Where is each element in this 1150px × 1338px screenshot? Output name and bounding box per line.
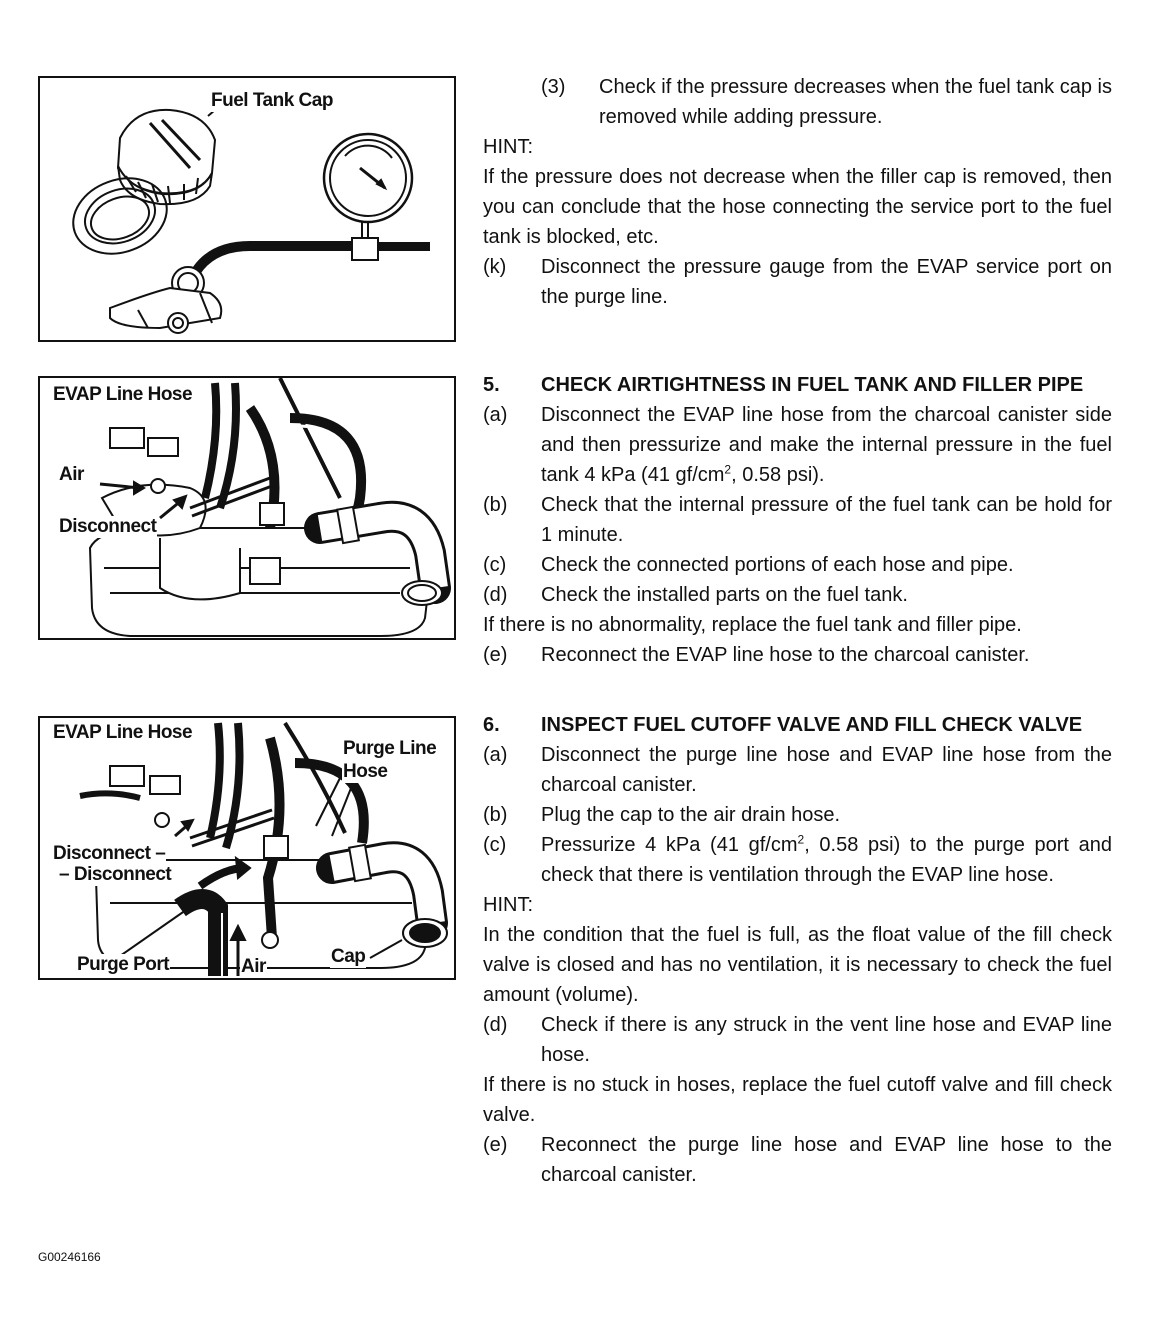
section-5-step-d <box>483 580 1112 610</box>
label-fuel-tank-cap: Fuel Tank Cap <box>211 90 333 111</box>
label-disconnect-upper: Disconnect – <box>53 843 166 864</box>
section-6-step-e-marker: (e) <box>483 1134 508 1156</box>
section-5-step-a-text-pre: Disconnect the EVAP line hose from the charcoal canister side and then pressurize and make the internal pressure in the fuel tank 4 kPa (41 gf/cm <box>541 404 1112 486</box>
section-5-step-a-text-post: , 0.58 psi). <box>731 464 825 486</box>
label-purge-line: Purge Line <box>343 738 437 759</box>
section-6-step-e <box>483 1130 1112 1190</box>
step-k-marker: (k) <box>483 256 507 278</box>
section-5-step-c <box>483 550 1112 580</box>
step-3-marker: (3) <box>541 76 566 98</box>
section-5-title: CHECK AIRTIGHTNESS IN FUEL TANK AND FILLER PIPE <box>541 374 1084 396</box>
section-6-step-c-text-pre: Pressurize 4 kPa (41 gf/cm <box>541 834 798 856</box>
label-evap-line-hose: EVAP Line Hose <box>53 384 193 405</box>
section-5-step-a-text <box>541 400 1112 490</box>
label-purge-line-hose: Hose <box>343 761 388 782</box>
hint-1-label: HINT: <box>483 136 533 158</box>
section-5-step-c-text: Check the connected portions of each hose and pipe. <box>541 554 1014 576</box>
section-6-step-c-text <box>541 830 1112 890</box>
section-5-step-b-marker: (b) <box>483 494 508 516</box>
section-5-note: If there is no abnormality, replace the fuel tank and filler pipe. <box>483 614 1022 636</box>
section-6-step-e-text: Reconnect the purge line hose and EVAP line hose to the charcoal canister. <box>541 1134 1112 1186</box>
section-6 <box>483 710 1112 1190</box>
section-6-step-b <box>483 800 1112 830</box>
section-6-step-d <box>483 1010 1112 1070</box>
section-6-step-a-marker: (a) <box>483 744 508 766</box>
section-5-step-a <box>483 400 1112 490</box>
section-6-hint-label: HINT: <box>483 894 533 916</box>
figure-code: G00246166 <box>38 1250 101 1264</box>
label-air: Air <box>59 464 84 485</box>
section-6-step-c-marker: (c) <box>483 834 507 856</box>
section-6-step-d-marker: (d) <box>483 1014 508 1036</box>
section-5-step-d-text: Check the installed parts on the fuel tank. <box>541 584 908 606</box>
section-6-number: 6. <box>483 714 500 736</box>
label-disconnect-lower: – Disconnect <box>59 864 172 885</box>
section-6-note: If there is no stuck in hoses, replace the fuel cutoff valve and fill check valve. <box>483 1074 1112 1126</box>
section-5-step-e <box>483 640 1112 670</box>
label-purge-port: Purge Port <box>77 954 170 975</box>
section-5-step-e-text: Reconnect the EVAP line hose to the charcoal canister. <box>541 644 1030 666</box>
section-6-hint-text: In the condition that the fuel is full, as the float value of the fill check valve is closed and has no ventilation, it is necessary to check the fuel amount (volume). <box>483 924 1112 1006</box>
figure-evap-line-hose-disconnect <box>38 376 456 640</box>
section-6-step-d-text: Check if there is any struck in the vent line hose and EVAP line hose. <box>541 1014 1112 1066</box>
section-5-step-d-marker: (d) <box>483 584 508 606</box>
section-6-step-b-text: Plug the cap to the air drain hose. <box>541 804 841 826</box>
section-5 <box>483 370 1112 670</box>
step-3 <box>483 72 1112 132</box>
superscript: 2 <box>797 832 805 847</box>
section-6-title: INSPECT FUEL CUTOFF VALVE AND FILL CHECK VALVE <box>541 714 1083 736</box>
label-air: Air <box>241 956 266 977</box>
section-5-step-e-marker: (e) <box>483 644 508 666</box>
section-6-step-b-marker: (b) <box>483 804 508 826</box>
section-6-step-a <box>483 740 1112 800</box>
section-6-step-c-text-post: , 0.58 psi) to the purge port and check that there is ventilation through the EVAP line hose. <box>541 834 1113 886</box>
hint-1-text: If the pressure does not decrease when the filler cap is removed, then you can conclude that the hose connecting the service port to the fuel tank is blocked, etc. <box>483 166 1112 248</box>
label-evap-line-hose: EVAP Line Hose <box>53 722 193 743</box>
section-5-number: 5. <box>483 374 500 396</box>
section-5-step-a-marker: (a) <box>483 404 508 426</box>
step-k-text: Disconnect the pressure gauge from the EVAP service port on the purge line. <box>541 256 1112 308</box>
label-disconnect: Disconnect <box>59 516 157 537</box>
section-5-step-b-text: Check that the internal pressure of the fuel tank can be hold for 1 minute. <box>541 494 1112 546</box>
section-5-step-c-marker: (c) <box>483 554 507 576</box>
section-5-step-b <box>483 490 1112 550</box>
fuel-tank-cap-illustration <box>40 78 456 342</box>
superscript: 2 <box>724 462 732 477</box>
figure-fuel-tank-cap-pressure-test <box>38 76 456 342</box>
section-5-heading <box>483 370 1112 400</box>
section-6-step-a-text: Disconnect the purge line hose and EVAP line hose from the charcoal canister. <box>541 744 1112 796</box>
figure-purge-port-pressurize <box>38 716 456 980</box>
step-k <box>483 252 1112 312</box>
section-6-step-c <box>483 830 1112 890</box>
label-cap: Cap <box>331 946 366 967</box>
text-block-pressure-check <box>483 72 1112 312</box>
step-3-text: Check if the pressure decreases when the fuel tank cap is removed while adding pressure. <box>599 76 1112 128</box>
section-6-heading <box>483 710 1112 740</box>
evap-line-hose-illustration <box>40 378 456 640</box>
